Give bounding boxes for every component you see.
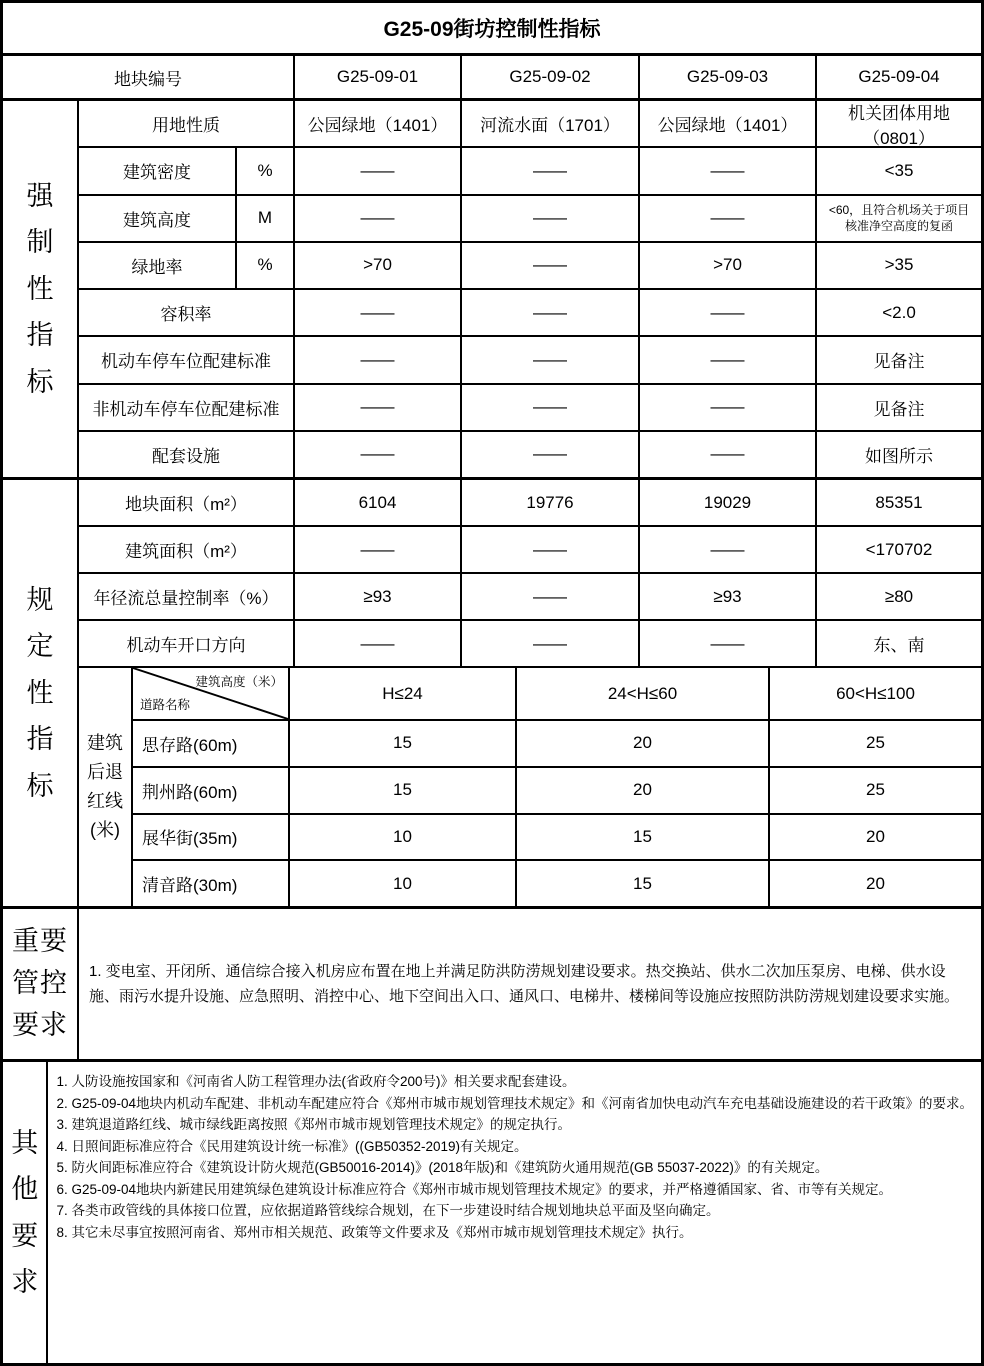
value-cell: ——: [462, 385, 640, 430]
value-cell: 东、南: [873, 636, 925, 655]
row-label: 建筑面积（m²）: [79, 527, 295, 572]
requirement-item: 2. G25-09-04地块内机动车配建、非机动车配建应符合《郑州市城市规划管理技术规定》和《河南省加快电动汽车充电基础设施建设的若干政策》的要求。: [56, 1095, 973, 1111]
requirement-item: 1. 人防设施按国家和《河南省人防工程管理办法(省政府令200号)》相关要求配套建设。: [56, 1074, 576, 1089]
row-label: 非机动车停车位配建标准: [79, 385, 295, 430]
prescriptive-section-label: 规定性指标: [3, 480, 79, 906]
important-section-label: 重要管控要求: [3, 909, 79, 1059]
row-label: 配套设施: [79, 432, 295, 477]
table-row: [79, 385, 981, 432]
value-cell: 85351: [875, 492, 923, 512]
table-row: [79, 148, 981, 195]
setback-value: 15: [517, 861, 770, 906]
value-cell: <2.0: [882, 302, 916, 322]
setback-road-row: [133, 861, 981, 906]
value-cell: ——: [640, 385, 817, 430]
value-cell: 河流水面（1701）: [462, 101, 640, 146]
value-cell: >70: [640, 243, 817, 288]
value-cell: ——: [640, 337, 817, 382]
value-cell: ——: [295, 148, 462, 193]
requirement-item: 6. G25-09-04地块内新建民用建筑绿色建筑设计标准应符合《郑州市城市规划管理技术规定》的要求，并严格遵循国家、省、市等有关规定。: [56, 1181, 892, 1197]
table-row: [79, 196, 981, 243]
row-label: 机动车开口方向: [79, 621, 295, 666]
value-cell: >70: [295, 243, 462, 288]
requirement-item: 3. 建筑退道路红线、城市绿线距离按照《郑州市城市规划管理技术规定》的规定执行。: [56, 1117, 571, 1132]
setback-value: 20: [517, 768, 770, 813]
value-cell: 6104: [295, 480, 462, 525]
setback-value: 15: [290, 721, 517, 766]
value-cell: ——: [462, 337, 640, 382]
plot-id-cell: G25-09-03: [640, 56, 817, 98]
setback-value: 10: [290, 861, 517, 906]
value-cell: ——: [295, 290, 462, 335]
plot-id-cell: G25-09-04: [858, 67, 940, 86]
value-cell: <170702: [865, 539, 933, 559]
prescriptive-indicators-section: [3, 480, 981, 909]
plot-id-cell: G25-09-02: [462, 56, 640, 98]
other-requirements-section: [3, 1062, 981, 1363]
row-label: 容积率: [79, 290, 295, 335]
value-cell: 见备注: [873, 399, 925, 419]
table-row: [79, 101, 981, 148]
corner-label-road-name: 道路名称: [140, 698, 191, 712]
setback-road-row: [133, 721, 981, 768]
value-cell: ——: [462, 527, 640, 572]
setback-value: 20: [517, 721, 770, 766]
mandatory-section-label: 强制性指标: [3, 101, 79, 477]
requirement-item: 8. 其它未尽事宜按照河南省、郑州市相关规范、政策等文件要求及《郑州市城市规划管理技术规定》执行。: [56, 1224, 693, 1240]
row-label: 地块面积（m²）: [79, 480, 295, 525]
value-cell: ——: [295, 432, 462, 477]
value-cell: ——: [462, 243, 640, 288]
unit-cell: M: [237, 196, 295, 241]
row-label: 年径流总量控制率（%）: [79, 574, 295, 619]
value-cell: ——: [640, 196, 817, 241]
setback-road-row: [133, 768, 981, 815]
value-cell: ——: [295, 621, 462, 666]
row-label: 用地性质: [79, 101, 295, 146]
other-requirements-list: [48, 1062, 981, 1363]
row-label: 建筑高度: [79, 196, 237, 241]
other-section-label: 其他要求: [3, 1062, 48, 1363]
height-range-header: H≤24: [290, 668, 517, 719]
height-range-header: 60<H≤100: [836, 683, 915, 703]
table-row: [79, 621, 981, 668]
setback-grid: [133, 668, 981, 906]
value-cell: <35: [884, 160, 914, 180]
setback-value: 20: [866, 873, 885, 893]
setback-value: 25: [866, 733, 885, 753]
value-cell: ——: [640, 527, 817, 572]
plot-number-header: 地块编号: [3, 56, 295, 98]
value-cell: ——: [462, 148, 640, 193]
setback-header-row: [133, 668, 981, 721]
setback-road-row: [133, 815, 981, 862]
setback-value: 10: [290, 815, 517, 860]
corner-label-building-height: 建筑高度（米）: [195, 675, 283, 689]
value-cell: 19029: [640, 480, 817, 525]
value-cell: ≥93: [640, 574, 817, 619]
table-row: [79, 243, 981, 290]
setback-value: 20: [866, 826, 885, 846]
prescriptive-section-body: [79, 480, 981, 906]
value-cell: ——: [462, 196, 640, 241]
height-range-header: 24<H≤60: [517, 668, 770, 719]
value-cell: ——: [640, 148, 817, 193]
plot-header-row: [3, 56, 981, 101]
important-requirements-text: 1. 变电室、开闭所、通信综合接入机房应布置在地上并满足防洪防涝规划建设要求。热交换站、供水二次加压泵房、电梯、供水设施、雨污水提升设施、应急照明、消控中心、地下空间出入口、通风口、电梯井、楼梯间等设施应按照防洪防涝规划建设要求实施。: [89, 963, 960, 1005]
value-cell: ——: [295, 337, 462, 382]
value-cell: <60，且符合机场关于项目核准净空高度的复函: [828, 202, 970, 234]
value-cell: ——: [462, 290, 640, 335]
value-cell: 19776: [462, 480, 640, 525]
value-cell: ——: [295, 196, 462, 241]
setback-subtable: [79, 668, 981, 906]
value-cell: ——: [640, 290, 817, 335]
mandatory-section-body: [79, 101, 981, 477]
road-name: 清音路(30m): [133, 861, 290, 906]
value-cell: ≥80: [884, 586, 914, 606]
table-row: [79, 432, 981, 477]
important-requirements-section: [3, 909, 981, 1062]
table-row: [79, 480, 981, 527]
row-label: 绿地率: [79, 243, 237, 288]
diagonal-header-cell: [133, 668, 290, 719]
requirement-item: 7. 各类市政管线的具体接口位置，应依据道路管线综合规划，在下一步建设时结合规划地块总平面及坚向确定。: [56, 1203, 720, 1218]
value-cell: 如图所示: [865, 446, 933, 466]
value-cell: ——: [462, 574, 640, 619]
value-cell: ——: [462, 432, 640, 477]
value-cell: 见备注: [873, 352, 925, 372]
road-name: 思存路(60m): [133, 721, 290, 766]
table-row: [79, 337, 981, 384]
table-row: [79, 574, 981, 621]
table-row: [79, 290, 981, 337]
requirement-item: 4. 日照间距标准应符合《民用建筑设计统一标准》((GB50352-2019)有关规定。: [56, 1138, 528, 1154]
value-cell: ——: [462, 621, 640, 666]
value-cell: ——: [640, 621, 817, 666]
unit-cell: %: [237, 243, 295, 288]
road-name: 展华街(35m): [133, 815, 290, 860]
setback-group-label: 建筑后退红线(米): [79, 668, 133, 906]
setback-value: 25: [866, 780, 885, 800]
value-cell: ≥93: [295, 574, 462, 619]
setback-value: 15: [517, 815, 770, 860]
requirement-item: 5. 防火间距标准应符合《建筑设计防火规范(GB50016-2014)》(2018年版)和《建筑防火通用规范(GB 55037-2022)》的有关规定。: [56, 1160, 829, 1175]
table-row: [79, 527, 981, 574]
value-cell: 公园绿地（1401）: [295, 101, 462, 146]
value-cell: ——: [295, 385, 462, 430]
row-label: 机动车停车位配建标准: [79, 337, 295, 382]
mandatory-indicators-section: [3, 101, 981, 480]
unit-cell: %: [237, 148, 295, 193]
plot-id-cell: G25-09-01: [295, 56, 462, 98]
row-label: 建筑密度: [79, 148, 237, 193]
road-name: 荆州路(60m): [133, 768, 290, 813]
page-title: G25-09街坊控制性指标: [3, 3, 981, 56]
value-cell: >35: [884, 255, 914, 275]
value-cell: 公园绿地（1401）: [640, 101, 817, 146]
value-cell: ——: [640, 432, 817, 477]
value-cell: 机关团体用地（0801）: [848, 103, 950, 147]
setback-value: 15: [290, 768, 517, 813]
value-cell: ——: [295, 527, 462, 572]
